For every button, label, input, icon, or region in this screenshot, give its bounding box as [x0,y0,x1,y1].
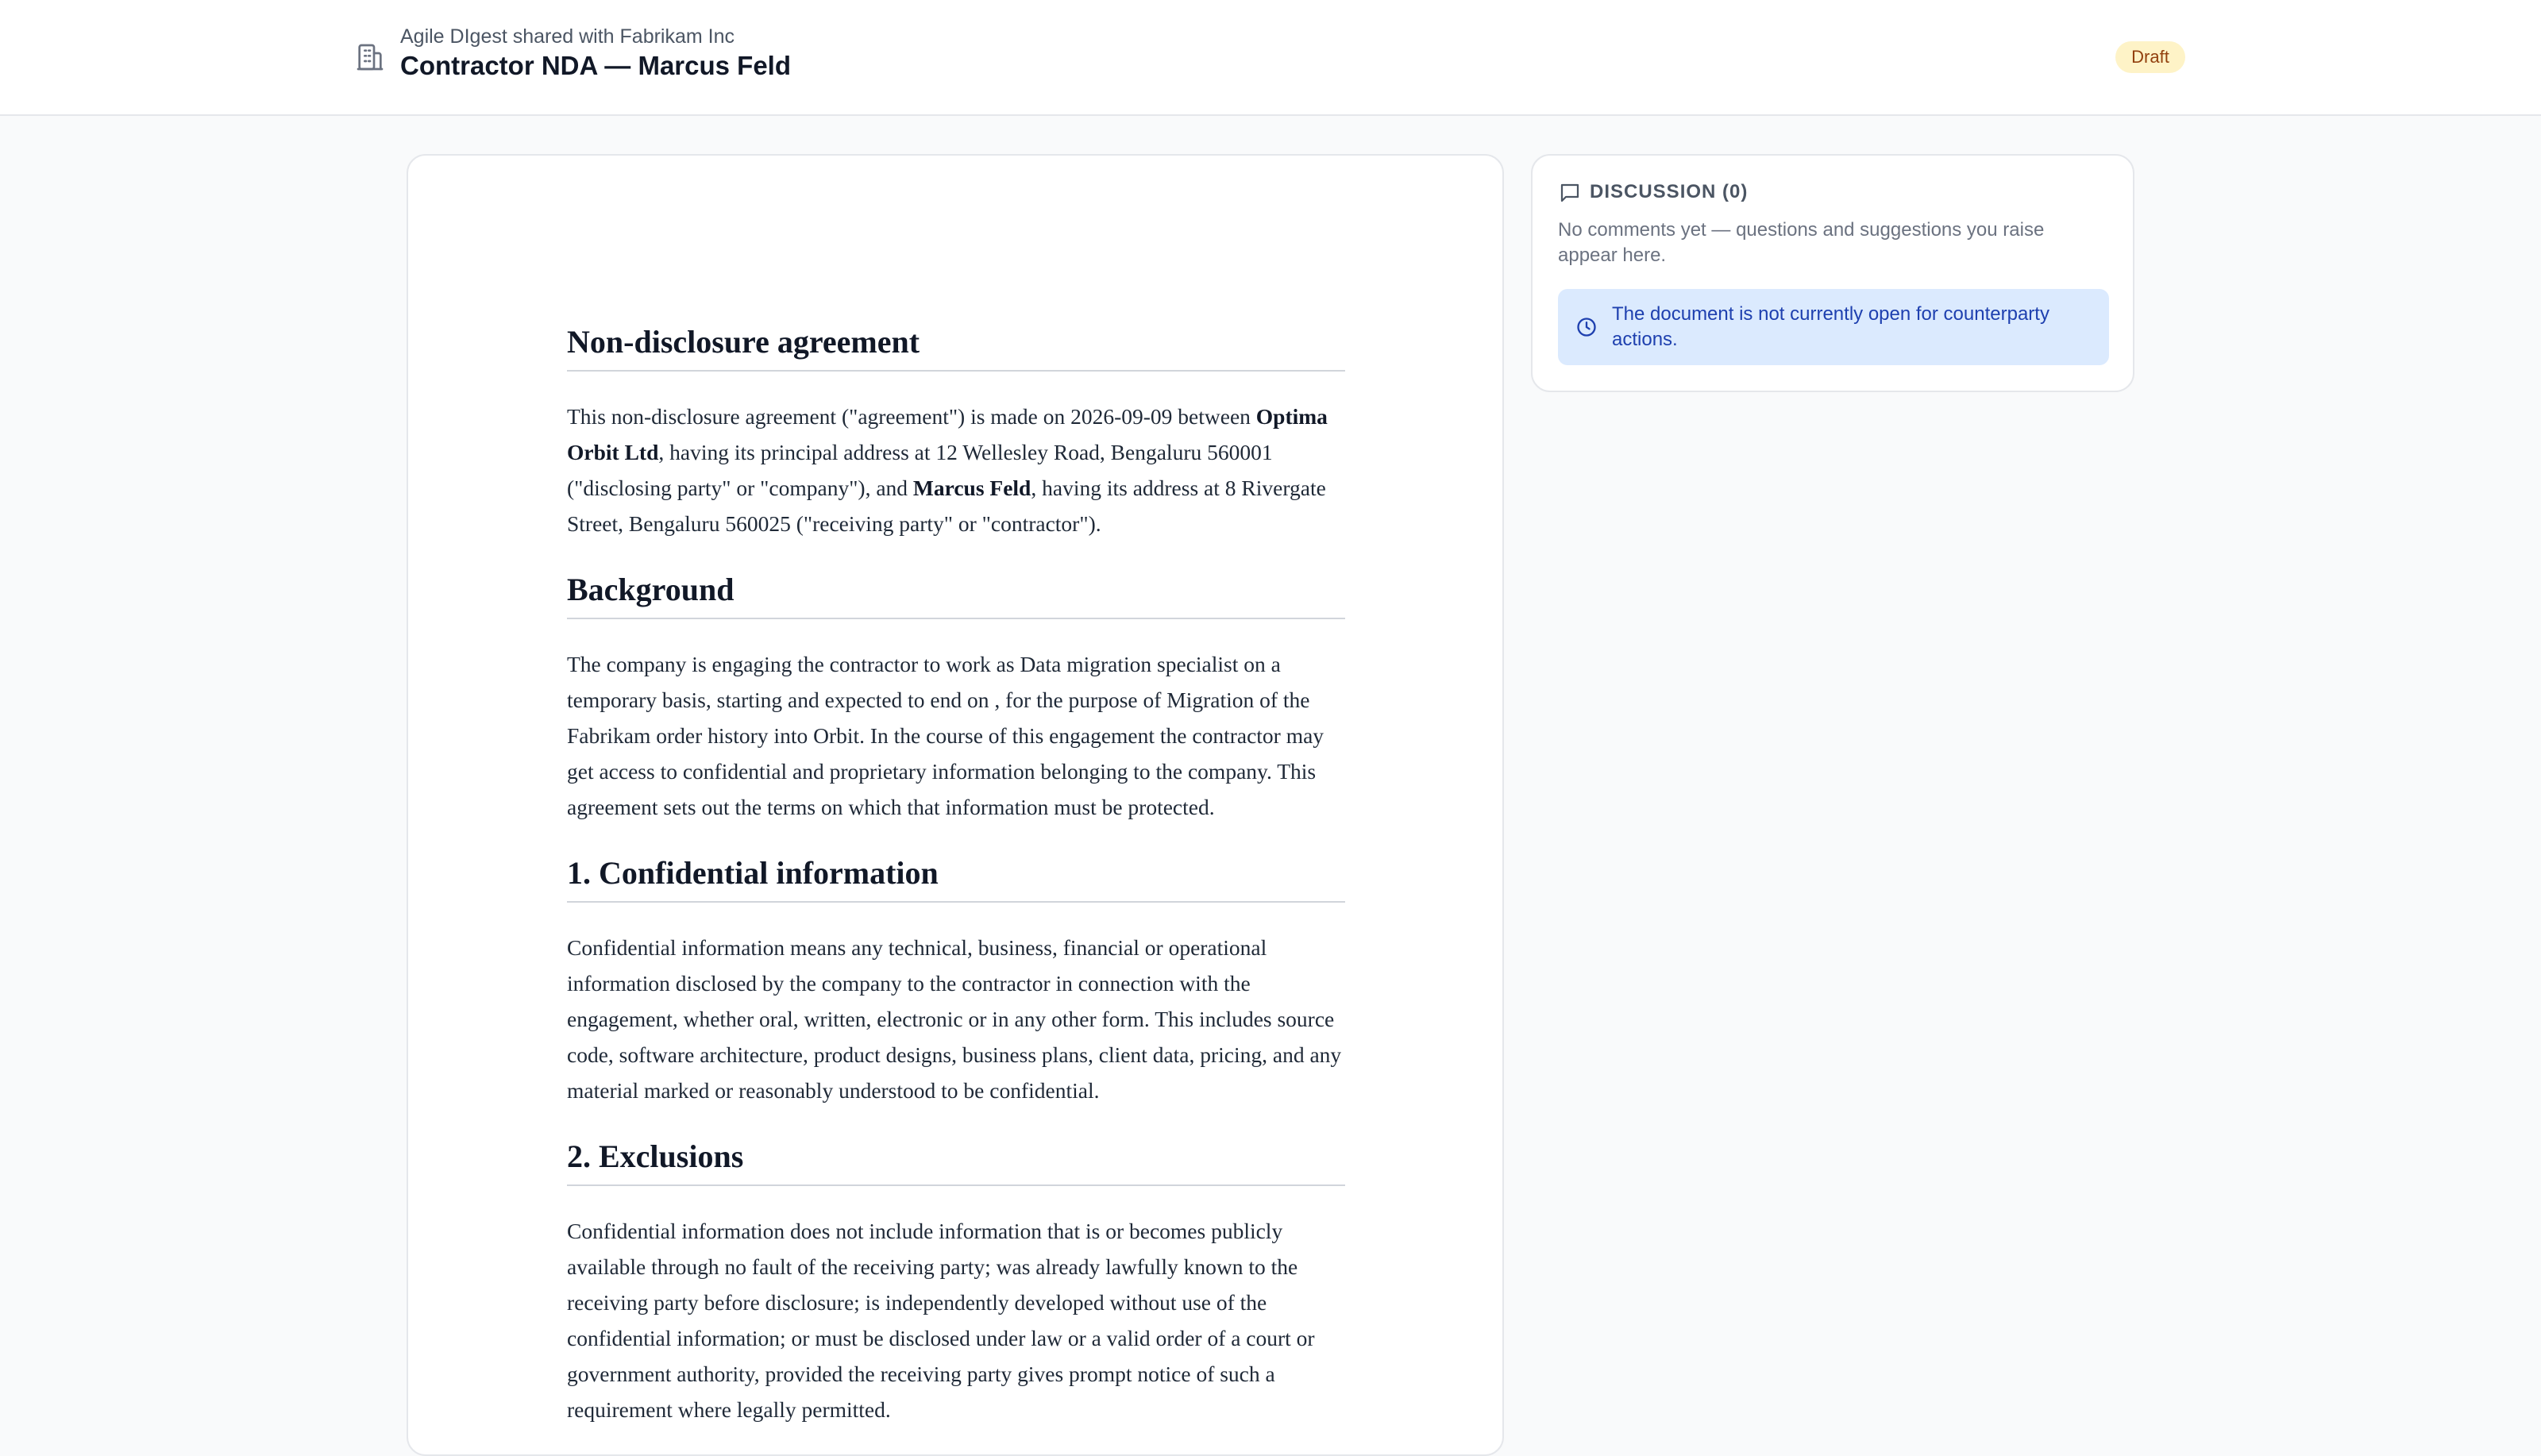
notice-text: The document is not currently open for counterparty actions. [1612,303,2049,350]
intro-text-2: , having its principal address at 12 Wellesley Road, Bengaluru 560001 ("disclosing party" or "company"), and [567,440,1273,500]
discussion-empty-text: No comments yet — questions and suggestions you raise appear here. [1558,219,2045,266]
discussion-panel [1531,154,2134,392]
document-card [407,154,1504,1456]
document-body [567,322,1345,1456]
chat-icon [1558,181,1582,205]
clock-icon [1575,316,1598,338]
section-body-confidential-information: Confidential information means any technical, business, financial or operational information disclosed by the company to the contractor in connection with the engagement, whether oral, written, electronic or in any other form. This includes source code, software architecture, product designs, business plans, client data, pricing, and any material marked or reasonably understood to be confidential. [567,935,1342,1103]
section-heading-confidential-information: 1. Confidential information [567,853,1345,903]
top-bar [0,0,2541,116]
status-badge: Draft [2115,41,2185,73]
contractor-name: Marcus Feld [912,476,1031,500]
section-body-nda [567,399,1345,541]
company-name: Optima Orbit Ltd [567,404,1328,464]
section-body-exclusions: Confidential information does not include information that is or becomes publicly available through no fault of the receiving party; was already lawfully known to the receiving party before disclosure; is independently developed without use of the confidential information; or must be disclosed under law or a valid order of a court or government authority, provided the receiving party gives prompt notice of such a requirement where legally permitted. [567,1219,1315,1422]
section-heading-exclusions: 2. Exclusions [567,1137,1345,1186]
intro-text-3: , having its address at 8 Rivergate Street, Bengaluru 560025 ("receiving party" or "contractor"). [567,476,1326,536]
section-body-background: The company is engaging the contractor to work as Data migration specialist on a temporary basis, starting and expected to end on , for the purpose of Migration of the Fabrikam order history into Orbit. In the course of this engagement the contractor may get access to confidential and proprietary information belonging to the company. This agreement sets out the terms on which that information must be protected. [567,652,1324,819]
shared-with-label: Agile DIgest shared with Fabrikam Inc [400,25,735,48]
section-heading-background: Background [567,570,1345,619]
section-heading-nda: Non-disclosure agreement [567,322,1345,372]
building-icon [354,41,386,73]
discussion-title: DISCUSSION (0) [1590,181,1749,202]
counterparty-notice [1558,289,2109,365]
document-title: Contractor NDA — Marcus Feld [400,51,792,80]
intro-text-1: This non-disclosure agreement ("agreement") is made on 2026-09-09 between [567,404,1256,429]
